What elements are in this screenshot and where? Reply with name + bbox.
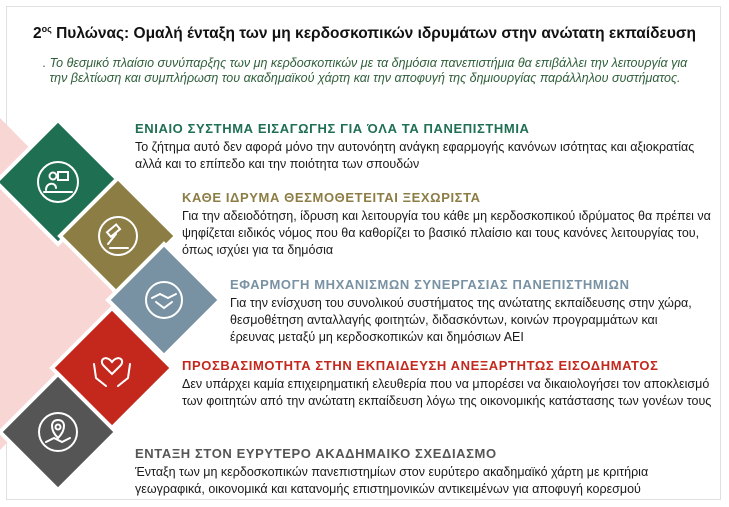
page-subtitle: . Το θεσμικό πλαίσιο συνύπαρξης των μη κερδοσκοπικών με τα δημόσια πανεπιστήμια θα επιβάλλει την λειτουργία για την βελτίωση και συμπλήρωση του ακαδημαϊκού χάρτη και την αποφυγή της δημιουργίας παράλληλου συστήματος. [42,56,688,85]
item-1 [135,121,715,173]
item-5-heading: ΕΝΤΑΞΗ ΣΤΟΝ ΕΥΡΥΤΕΡΟ ΑΚΑΔΗΜΑΙΚΟ ΣΧΕΔΙΑΣΜΟ [135,446,497,461]
item-5-body: Ένταξη των μη κερδοσκοπικών πανεπιστημίων στον ευρύτερο ακαδημαϊκό χάρτη με κριτήρια γεωγραφικά, οικονομικά και κατανομής επιστημονικών αντικειμένων για αποφυγή κορεσμού [135,465,649,496]
item-2-body: Για την αδειοδότηση, ίδρυση και λειτουργία του κάθε μη κερδοσκοπικού ιδρύματος θα πρέπει να ψηφίζεται ειδικός νόμος που θα καθορίζει το βασικό πλαίσιο και τους κανόνες λειτουργίας του, όπως ισχύει για τα δημόσια [182,209,711,257]
item-1-heading: ΕΝΙΑΙΟ ΣΥΣΤΗΜΑ ΕΙΣΑΓΩΓΗΣ ΓΙΑ ΌΛΑ ΤΑ ΠΑΝΕΠΙΣΤΗΜΙΑ [135,121,530,136]
item-4-body: Δεν υπάρχει καμία επιχειρηματική ελευθερία που να μπορέσει να δικαιολογήσει τον αποκλεισμό των φοιτητών από την ανώτατη εκπαίδευση λόγω της οικονομικής κατάστασης των γονέων τους [182,377,712,408]
item-2-heading: ΚΑΘΕ ΙΔΡΥΜΑ ΘΕΣΜΟΘΕΤΕΙΤΑΙ ΞΕΧΩΡΙΣΤΑ [182,190,481,205]
item-5 [135,446,719,498]
item-3-body: Για την ενίσχυση του συνολικού συστήματος της ανώτατης εκπαίδευσης στην χώρα, θεσμοθέτηση ανταλλαγής φοιτητών, διδασκόντων, κοινών προγραμμάτων και έρευνας μεταξύ μη κερδοσκοπικών και δημόσιων ΑΕΙ [230,296,692,344]
item-4 [182,358,712,410]
item-2 [182,190,717,259]
item-4-heading: ΠΡΟΣΒΑΣΙΜΟΤΗΤΑ ΣΤΗΝ ΕΚΠΑΙΔΕΥΣΗ ΑΝΕΞΑΡΤΗΤΩΣ ΕΙΣΟΔΗΜΑΤΟΣ [182,358,659,373]
item-3-heading: ΕΦΑΡΜΟΓΗ ΜΗΧΑΝΙΣΜΩΝ ΣΥΝΕΡΓΑΣΙΑΣ ΠΑΝΕΠΙΣΤΗΜΙΩΝ [230,277,630,292]
item-3 [230,277,700,346]
item-1-body: Το ζήτημα αυτό δεν αφορά μόνο την αυτονόητη ανάγκη εφαρμογής κανόνων ισότητας και αξιοκρατίας αλλά και το επίπεδο και την ποιότητα των σπουδών [135,140,695,171]
page-title: $2^{o\varsigma}$ Πυλώνας: Ομαλή ένταξη των μη κερδοσκοπικών ιδρυμάτων στην ανώτατη εκπαίδευση [32,24,696,43]
